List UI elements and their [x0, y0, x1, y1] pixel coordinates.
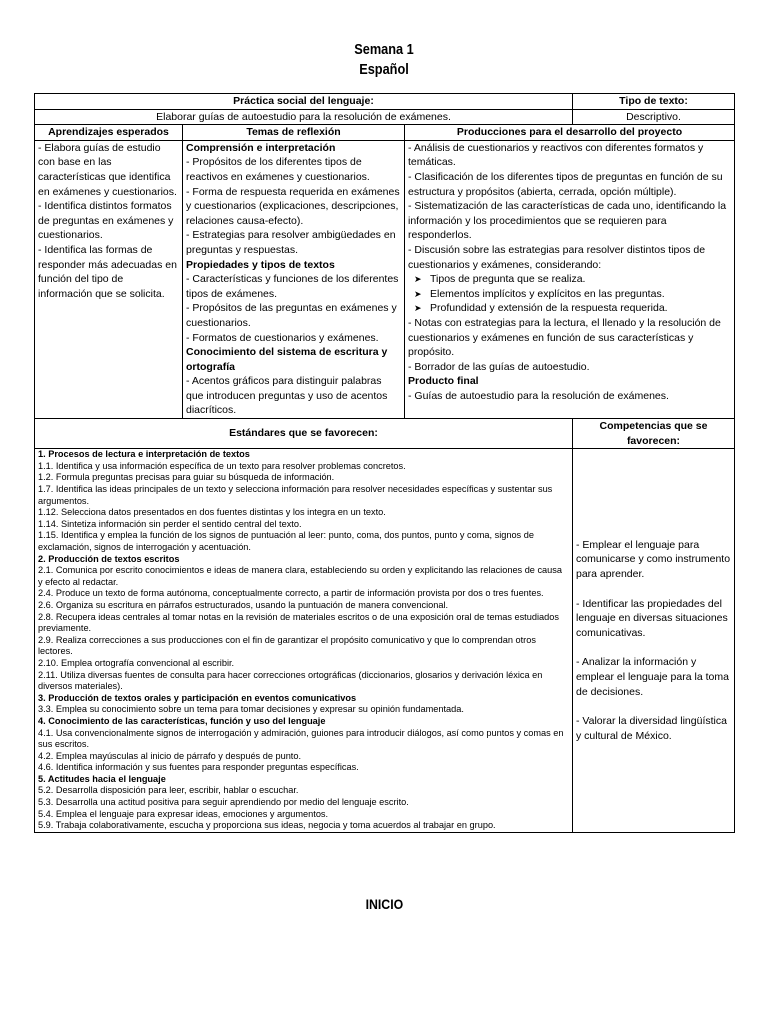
produccion-item: - Borrador de las guías de autoestudio. — [408, 360, 590, 373]
estandar-heading: 1. Procesos de lectura e interpretación de textos — [38, 449, 250, 460]
estandar-item: 1.15. Identifica y emplea la función de los signos de puntuación al leer: punto, coma, dos puntos, punto y coma, signos de exclamación, signos de interrogación y acentuación. — [38, 530, 534, 552]
estandar-item: 2.6. Organiza su escritura en párrafos estructurados, usando la puntuación de manera convencional. — [38, 599, 449, 610]
tema-item: - Formatos de cuestionarios y exámenes. — [186, 331, 379, 344]
produccion-subitem-text: Tipos de pregunta que se realiza. — [430, 273, 586, 286]
estandar-item: 2.9. Realiza correcciones a sus producciones con el fin de garantizar el propósito comunicativo y que lo comprendan otros lectores. — [38, 634, 536, 657]
tema-item: - Características y funciones de los diferentes tipos de exámenes. — [186, 273, 399, 300]
text-type-value: Descriptivo. — [573, 109, 735, 125]
estandar-item: 4.6. Identifica información y sus fuentes para responder preguntas específicas. — [38, 762, 359, 773]
produccion-item: - Clasificación de los diferentes tipos de preguntas en función de su estructura y propósitos (abierta, cerrada, opción múltiple). — [408, 170, 723, 198]
aprendizaje-item: - Identifica distintos formatos de preguntas en exámenes y cuestionarios. — [38, 200, 174, 242]
tema-item: - Acentos gráficos para distinguir palabras que introducen preguntas y uso de acentos diacríticos. — [186, 375, 388, 417]
inicio-text: INICIO — [365, 896, 403, 912]
estandar-item: 2.1. Comunica por escrito conocimientos e ideas de manera clara, estableciendo su orden y explicitando las relaciones de causa y efecto al redactar. — [38, 565, 562, 587]
text-type-label: Tipo de texto: — [573, 94, 735, 110]
practice-header-row — [35, 94, 735, 110]
estandar-heading: 3. Producción de textos orales y participación en eventos comunicativos — [38, 692, 357, 703]
week-title: Semana 1 — [354, 41, 414, 58]
produccion-item: - Sistematización de las características de cada uno, identificando la información y los procedimientos que se requieren para responderlos. — [408, 200, 727, 242]
producciones-cell — [405, 140, 735, 418]
competencias-cell — [573, 449, 735, 833]
temas-cell — [183, 140, 405, 418]
estandar-item: 2.10. Emplea ortografía convencional al escribir. — [38, 657, 235, 668]
estandar-item: 5.9. Trabaja colaborativamente, escucha y proporciona sus ideas, negocia y toma acuerdos al trabajar en grupo. — [38, 820, 496, 831]
estandar-item: 5.3. Desarrolla una actitud positiva para seguir aprendiendo por medio del lenguaje escrito. — [38, 797, 409, 808]
competencia-item: - Emplear el lenguaje para comunicarse y como instrumento para aprender. — [576, 538, 731, 580]
produccion-item: - Análisis de cuestionarios y reactivos con diferentes formatos y temáticas. — [408, 141, 704, 169]
aprendizaje-item: - Elabora guías de estudio con base en las características que identifica en exámenes y cuestionarios. — [38, 141, 177, 198]
standards-row — [35, 449, 735, 833]
estandar-item: 2.8. Recupera ideas centrales al tomar notas en la revisión de materiales escritos o de una exposición oral de temas estudiados previamente. — [38, 611, 559, 634]
estandar-item: 1.12. Selecciona datos presentados en dos fuentes distintas y los integra en un texto. — [38, 507, 386, 518]
produccion-subitem-text: Profundidad y extensión de la respuesta requerida. — [430, 302, 668, 315]
competencias-header: Competencias que se favorecen: — [573, 419, 735, 449]
document-title — [0, 40, 768, 80]
practice-label: Práctica social del lenguaje: — [35, 94, 573, 110]
aprendizajes-cell — [35, 140, 183, 418]
tema-item: - Estrategias para resolver ambigüedades en preguntas y respuestas. — [186, 229, 396, 256]
estandar-item: 2.4. Produce un texto de forma autónoma, conceptualmente correcto, a partir de información provista por dos o tres fuentes. — [38, 588, 544, 599]
col-producciones-header: Producciones para el desarrollo del proyecto — [405, 125, 735, 141]
tema-heading: Propiedades y tipos de textos — [186, 258, 335, 271]
tema-heading: Conocimiento del sistema de escritura y ortografía — [186, 346, 388, 373]
standards-header-row — [35, 419, 735, 449]
estandares-header: Estándares que se favorecen: — [35, 419, 573, 449]
arrow-bullet-icon: ➤ — [414, 303, 422, 314]
estandar-item: 1.1. Identifica y usa información específica de un texto para resolver problemas concretos. — [38, 460, 406, 471]
lesson-plan-table — [34, 93, 735, 833]
estandar-heading: 4. Conocimiento de las características, función y uso del lenguaje — [38, 715, 326, 726]
arrow-bullet-icon: ➤ — [414, 288, 422, 299]
estandar-item: 5.4. Emplea el lenguaje para expresar ideas, emociones y argumentos. — [38, 808, 329, 819]
estandar-item: 4.1. Usa convencionalmente signos de interrogación y admiración, guiones para introducir diálogos, así como puntos y comas en sus escritos. — [38, 727, 564, 750]
estandar-heading: 2. Producción de textos escritos — [38, 553, 180, 564]
columns-header-row — [35, 125, 735, 141]
tema-item: - Propósitos de las preguntas en exámenes y cuestionarios. — [186, 302, 397, 329]
estandar-item: 1.14. Sintetiza información sin perder el sentido central del texto. — [38, 518, 302, 529]
tema-item: - Forma de respuesta requerida en exámenes y cuestionarios (explicaciones, descripciones, relaciones causa-efecto). — [186, 185, 400, 227]
aprendizaje-item: - Identifica las formas de responder más adecuadas en función del tipo de información que se solicita. — [38, 243, 177, 300]
arrow-bullet-icon: ➤ — [414, 274, 422, 285]
estandar-item: 3.3. Emplea su conocimiento sobre un tema para tomar decisiones y expresar su opinión fundamentada. — [38, 704, 464, 715]
competencia-item: - Valorar la diversidad lingüística y cultural de México. — [576, 715, 727, 742]
produccion-subitem-text: Elementos implícitos y explícitos en las preguntas. — [430, 287, 665, 300]
estandares-cell — [35, 449, 573, 833]
col-aprendizajes-header: Aprendizajes esperados — [35, 125, 183, 141]
competencia-item: - Identificar las propiedades del lenguaje en diversas situaciones comunicativas. — [576, 597, 728, 639]
produccion-subitem — [408, 272, 731, 287]
competencia-item: - Analizar la información y emplear el lenguaje para la toma de decisiones. — [576, 656, 729, 698]
estandar-item: 1.2. Formula preguntas precisas para guiar su búsqueda de información. — [38, 472, 335, 483]
producto-final-heading: Producto final — [408, 375, 479, 388]
produccion-item: - Discusión sobre las estrategias para resolver distintos tipos de cuestionarios y exámenes, considerando: — [408, 243, 706, 271]
content-row — [35, 140, 735, 418]
estandar-item: 4.2. Emplea mayúsculas al inicio de párrafo y después de punto. — [38, 750, 302, 761]
produccion-subitem — [408, 301, 731, 316]
produccion-item: - Guías de autoestudio para la resolución de exámenes. — [408, 389, 669, 402]
estandar-item: 2.11. Utiliza diversas fuentes de consulta para hacer correcciones ortográficas (diccionarios, glosarios y derivación léxica en diversos materiales). — [38, 669, 543, 692]
estandar-item: 5.2. Desarrolla disposición para leer, escribir, hablar o escuchar. — [38, 785, 299, 796]
practice-value-row — [35, 109, 735, 125]
produccion-subitem — [408, 287, 731, 302]
subject-title: Español — [359, 61, 409, 78]
estandar-item: 1.7. Identifica las ideas principales de un texto y selecciona información para resolver necesidades específicas y sustentar sus argumentos. — [38, 484, 553, 506]
tema-item: - Propósitos de los diferentes tipos de reactivos en exámenes y cuestionarios. — [186, 156, 370, 183]
estandar-heading: 5. Actitudes hacia el lenguaje — [38, 773, 166, 784]
col-temas-header: Temas de reflexión — [183, 125, 405, 141]
tema-heading: Comprensión e interpretación — [186, 141, 336, 154]
inicio-label — [0, 896, 768, 912]
practice-value: Elaborar guías de autoestudio para la resolución de exámenes. — [35, 109, 573, 125]
produccion-item: - Notas con estrategias para la lectura, el llenado y la resolución de cuestionarios y exámenes en función de sus características y propósito. — [408, 316, 721, 359]
